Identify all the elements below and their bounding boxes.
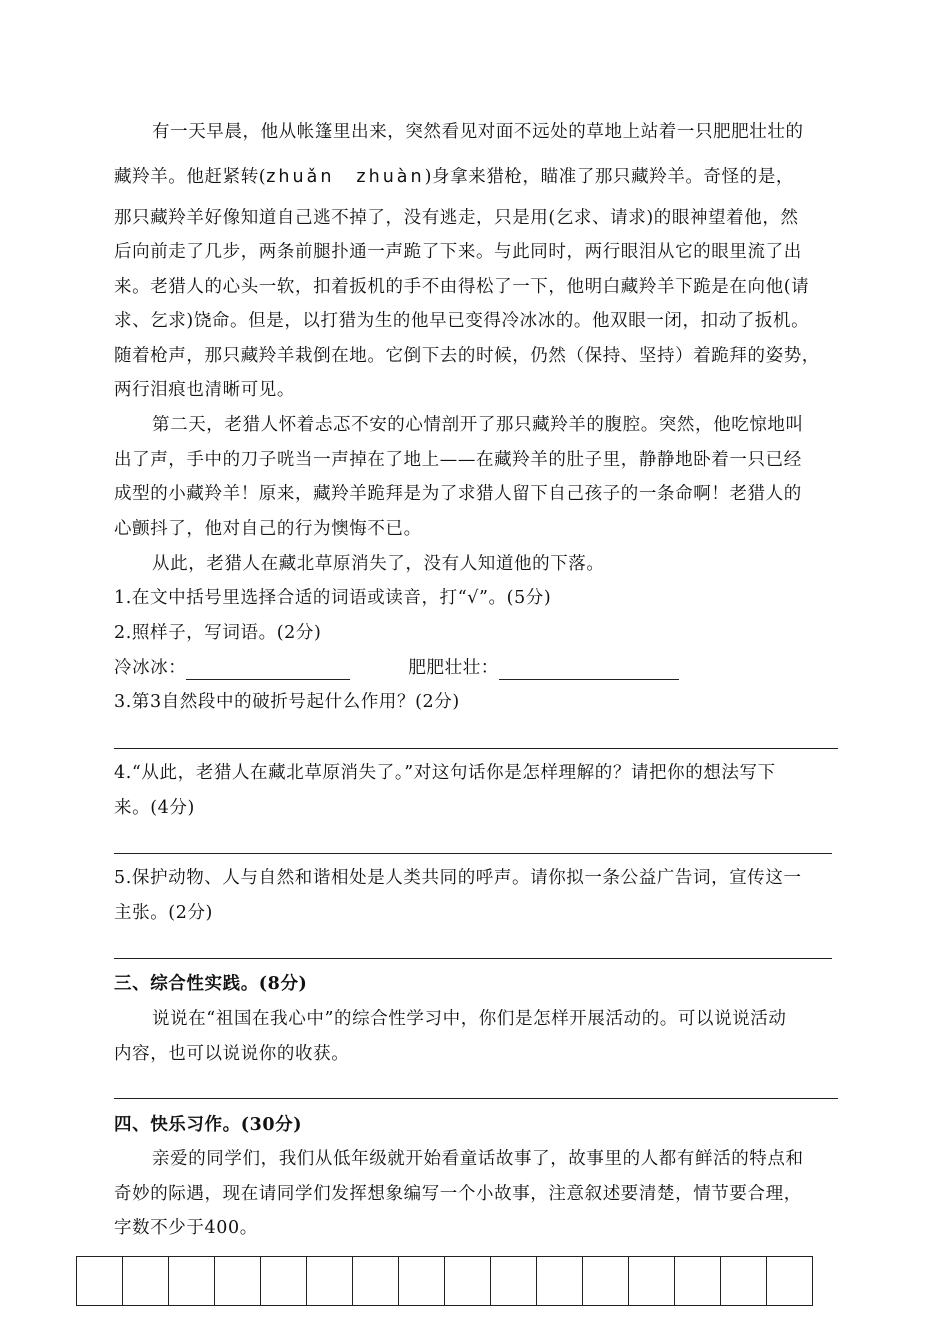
grid-cell[interactable]	[169, 1257, 215, 1306]
question-4-line1: 4.“从此，老猎人在藏北草原消失了。”对这句话你是怎样理解的？请把你的想法写下	[114, 763, 776, 783]
section3-heading: 三、综合性实践。(8分)	[114, 974, 308, 994]
grid-cell[interactable]	[767, 1257, 813, 1306]
section3-line1: 说说在“祖国在我心中”的综合性学习中，你们是怎样开展活动的。可以说说活动	[152, 1009, 787, 1029]
story-p2-line2	[114, 165, 838, 189]
section3-answer-line[interactable]	[114, 1098, 838, 1099]
story-p4: 从此，老猎人在藏北草原消失了，没有人知道他的下落。	[152, 554, 605, 574]
section4-heading: 四、快乐习作。(30分)	[114, 1115, 303, 1135]
section3-line2: 内容，也可以说说你的收获。	[114, 1044, 350, 1064]
story-p3-line2: 出了声，手中的刀子咣当一声掉在了地上——在藏羚羊的肚子里，静静地卧着一只已经	[114, 450, 802, 470]
question-2: 2.照样子，写词语。(2分)	[114, 623, 322, 643]
grid-cell[interactable]	[721, 1257, 767, 1306]
q2-blank-a[interactable]	[186, 661, 350, 680]
q4-answer-line[interactable]	[114, 853, 832, 854]
q2-blank-b[interactable]	[499, 661, 679, 680]
story-p2-line2-end: )身拿来猎枪，瞄准了那只藏羚羊。奇怪的是，	[424, 167, 795, 187]
section4-line3: 字数不少于400。	[114, 1218, 258, 1238]
q3-answer-line[interactable]	[114, 748, 838, 749]
section4-line2: 奇妙的际遇，现在请同学们发挥想象编写一个小故事，注意叙述要清楚，情节要合理，	[114, 1184, 802, 1204]
grid-cell[interactable]	[307, 1257, 353, 1306]
question-4-line2: 来。(4分)	[114, 798, 195, 818]
grid-cell[interactable]	[261, 1257, 307, 1306]
story-p2-line4: 后向前走了几步，两条前腿扑通一声跪了下来。与此同时，两行眼泪从它的眼里流了出	[114, 242, 802, 262]
question-2-blanks	[114, 656, 838, 680]
story-p3-line1: 第二天，老猎人怀着忐忑不安的心情剖开了那只藏羚羊的腹腔。突然，他吃惊地叫	[152, 415, 804, 435]
grid-cell[interactable]	[399, 1257, 445, 1306]
question-3: 3.第3自然段中的破折号起什么作用？(2分)	[114, 692, 460, 712]
grid-cell[interactable]	[353, 1257, 399, 1306]
story-p3-line3: 成型的小藏羚羊！原来，藏羚羊跪拜是为了求猎人留下自己孩子的一条命啊！老猎人的	[114, 484, 802, 504]
story-p2-line8: 两行泪痕也清晰可见。	[114, 380, 295, 400]
grid-cell[interactable]	[123, 1257, 169, 1306]
grid-cell[interactable]	[445, 1257, 491, 1306]
question-5-line1: 5.保护动物、人与自然和谐相处是人类共同的呼声。请你拟一条公益广告词，宣传这一	[114, 868, 802, 888]
grid-cell[interactable]	[77, 1257, 123, 1306]
story-p2-line6: 求、乞求)饶命。但是，以打猎为生的他早已变得冷冰冰的。他双眼一闭，扣动了扳机。	[114, 311, 810, 331]
pinyin-option-b: zhuàn	[356, 167, 425, 187]
grid-cell[interactable]	[537, 1257, 583, 1306]
story-p3-line4: 心颤抖了，他对自己的行为懊悔不已。	[114, 519, 422, 539]
story-p2-line2-start: 藏羚羊。他赶紧转(	[114, 167, 267, 187]
grid-cell[interactable]	[629, 1257, 675, 1306]
grid-cell[interactable]	[215, 1257, 261, 1306]
question-1: 1.在文中括号里选择合适的词语或读音，打“√”。(5分)	[114, 588, 552, 608]
grid-cell[interactable]	[491, 1257, 537, 1306]
q5-answer-line[interactable]	[114, 958, 832, 959]
pinyin-option-a: zhuǎn	[266, 167, 335, 187]
story-p2-line7: 随着枪声，那只藏羚羊栽倒在地。它倒下去的时候，仍然（保持、坚持）着跪拜的姿势，	[114, 346, 820, 366]
q2-label-b: 肥肥壮壮：	[408, 658, 499, 678]
story-p2-line1: 有一天早晨，他从帐篷里出来，突然看见对面不远处的草地上站着一只肥肥壮壮的	[152, 122, 804, 142]
grid-cell[interactable]	[583, 1257, 629, 1306]
section4-line1: 亲爱的同学们，我们从低年级就开始看童话故事了，故事里的人都有鲜活的特点和	[152, 1149, 804, 1169]
story-p2-line5: 来。老猎人的心头一软，扣着扳机的手不由得松了一下，他明白藏羚羊下跪是在向他(请	[114, 277, 810, 297]
grid-cell[interactable]	[675, 1257, 721, 1306]
story-p2-line3: 那只藏羚羊好像知道自己逃不掉了，没有逃走，只是用(乞求、请求)的眼神望着他，然	[114, 208, 799, 228]
q2-label-a: 冷冰冰：	[114, 658, 187, 678]
question-5-line2: 主张。(2分)	[114, 903, 213, 923]
composition-grid	[76, 1256, 813, 1306]
